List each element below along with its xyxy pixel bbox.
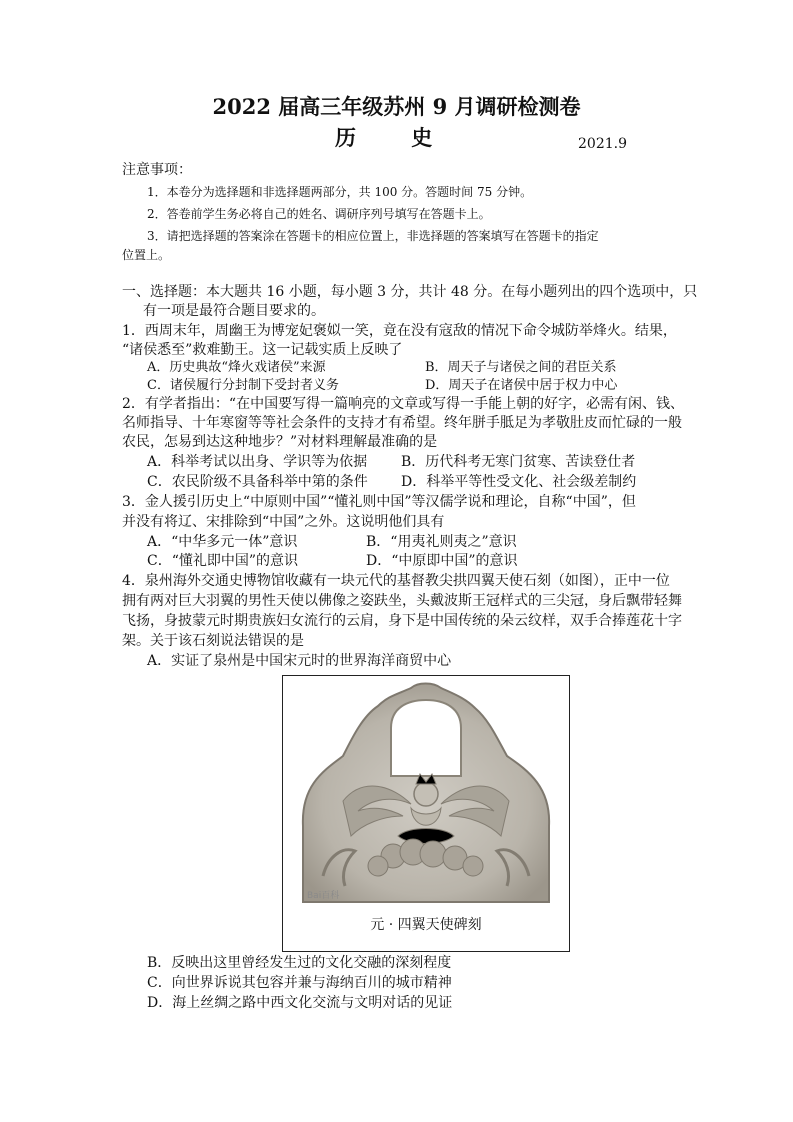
question-4-option-d: D．海上丝绸之路中西文化交流与文明对话的见证 — [147, 995, 453, 1011]
figure-caption: 元 · 四翼天使碑刻 — [370, 917, 482, 933]
question-1-option-b: B．周天子与诸侯之间的君臣关系 — [425, 360, 617, 375]
question-2-stem: 农民，怎易到达这种地步？”对材料理解最准确的是 — [122, 434, 438, 450]
question-1-stem: “诸侯悉至”救难勤王。这一记载实质上反映了 — [122, 342, 403, 358]
image-watermark: Bai百科 — [307, 891, 340, 901]
notice-item: 位置上。 — [122, 248, 171, 262]
question-2-option-b: B．历代科考无寒门贫寒、苦读登仕者 — [401, 454, 636, 470]
question-2-stem: 名师指导、十年寒窗等等社会条件的支持才有希望。终年胼手胝足为孝敬肚皮而忙碌的一般 — [122, 415, 682, 431]
question-4-option-b: B．反映出这里曾经发生过的文化交融的深刻程度 — [147, 955, 452, 971]
question-3-option-d: D．“中原即中国”的意识 — [366, 553, 518, 569]
question-2-option-d: D．科举平等性受文化、社会级差制约 — [401, 474, 637, 490]
exam-date: 2021.9 — [578, 136, 627, 152]
question-2-stem: 2．有学者指出：“在中国要写得一篇响亮的文章或写得一手能上朝的好字，必需有闲、钱、 — [122, 396, 685, 412]
question-3-option-b: B．“用夷礼则夷之”意识 — [366, 534, 517, 550]
notice-item: 1．本卷分为选择题和非选择题两部分，共 100 分。答题时间 75 分钟。 — [147, 185, 533, 199]
stone-carving-figure — [282, 675, 570, 952]
question-4-stem: 拥有两对巨大羽翼的男性天使以佛像之姿趺坐，头戴波斯王冠样式的三尖冠，身后飘带轻舞 — [122, 593, 682, 609]
question-3-option-a: A．“中华多元一体”意识 — [147, 534, 298, 550]
question-3-option-c: C．“懂礼即中国”的意识 — [147, 553, 299, 569]
question-4-stem: 飞扬，身披蒙元时期贵族妇女流行的云肩，身下是中国传统的朵云纹样，双手合捧莲花十字 — [122, 613, 682, 629]
section-instructions: 一、选择题：本大题共 16 小题，每小题 3 分，共计 48 分。在每小题列出的四个选项中，只 — [122, 284, 698, 300]
question-1-stem: 1．西周末年，周幽王为博宠妃褒姒一笑，竟在没有寇敌的情况下命令城防举烽火。结果， — [122, 323, 677, 339]
question-3-stem: 3．金人援引历史上“中原则中国”“懂礼则中国”等汉儒学说和理论，自称“中国”，但 — [122, 494, 636, 510]
question-4-stem: 架。关于该石刻说法错误的是 — [122, 633, 304, 649]
section-instructions-cont: 有一项是最符合题目要求的。 — [143, 303, 325, 319]
question-2-option-c: C．农民阶级不具备科举中第的条件 — [147, 474, 368, 490]
question-3-stem: 并没有将辽、宋排除到“中国”之外。这说明他们具有 — [122, 514, 445, 530]
notice-item: 3．请把选择题的答案涂在答题卡的相应位置上，非选择题的答案填写在答题卡的指定 — [147, 229, 599, 243]
question-1-option-c: C．诸侯履行分封制下受封者义务 — [147, 378, 339, 393]
question-2-option-a: A．科举考试以出身、学识等为依据 — [147, 454, 368, 470]
angel-stone-carving-image — [283, 676, 569, 912]
question-4-option-a: A．实证了泉州是中国宋元时的世界海洋商贸中心 — [147, 653, 452, 669]
question-4-stem: 4．泉州海外交通史博物馆收藏有一块元代的基督教尖拱四翼天使石刻（如图），正中一位 — [122, 573, 670, 589]
subject-title: 历 史 — [335, 125, 457, 150]
question-1-option-a: A．历史典故“烽火戏诸侯”来源 — [147, 360, 326, 375]
notice-heading: 注意事项： — [122, 162, 192, 178]
question-1-option-d: D．周天子在诸侯中居于权力中心 — [425, 378, 618, 393]
notice-item: 2．答卷前学生务必将自己的姓名、调研序列号填写在答题卡上。 — [147, 207, 491, 221]
exam-title: 2022 届高三年级苏州 9 月调研检测卷 — [212, 94, 581, 119]
question-4-option-c: C．向世界诉说其包容并兼与海纳百川的城市精神 — [147, 975, 452, 991]
